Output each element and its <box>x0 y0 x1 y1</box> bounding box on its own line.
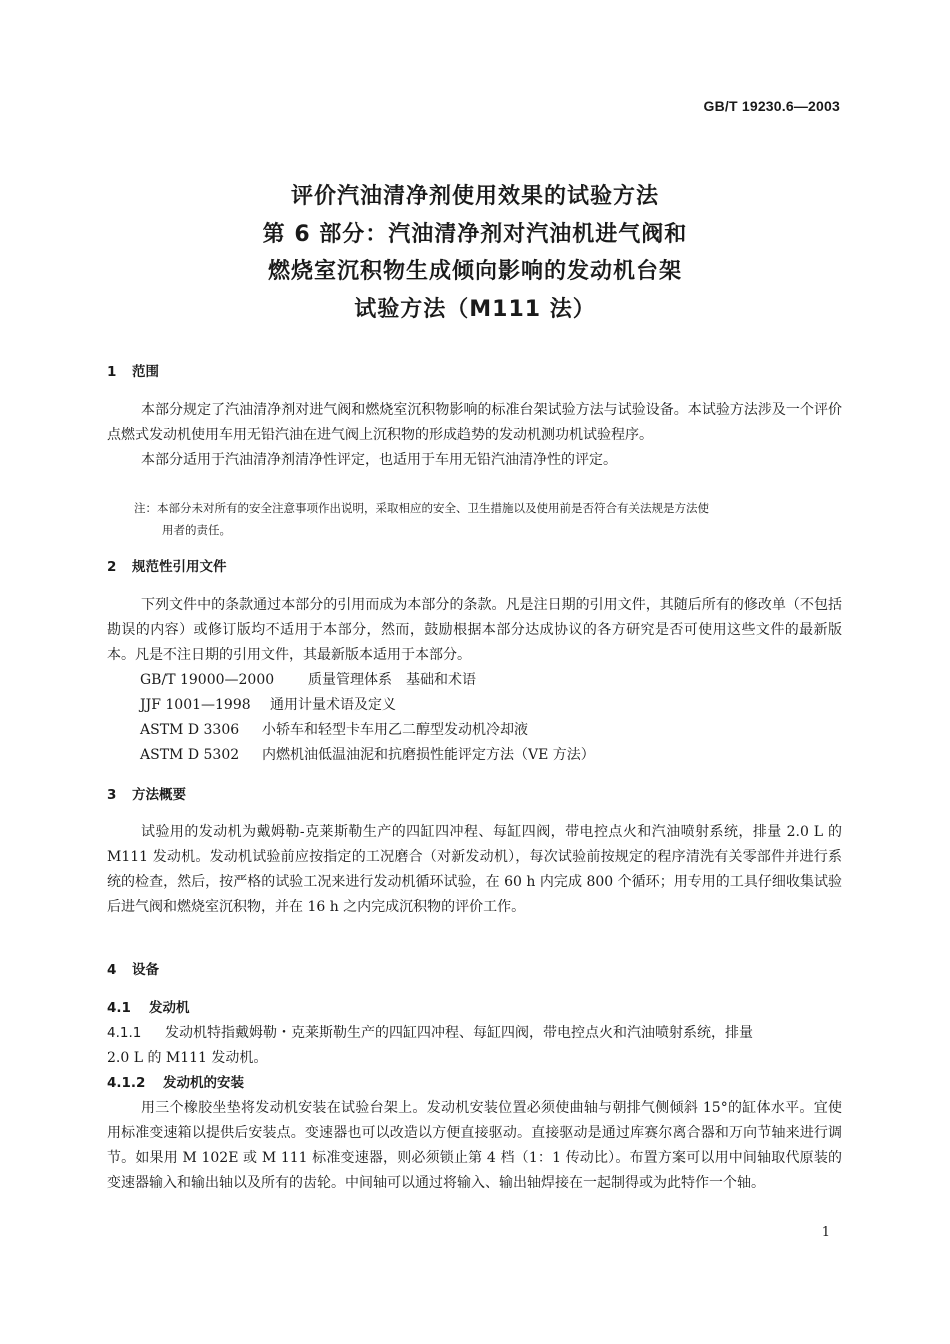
reference-code: JJF 1001—1998 <box>140 697 251 713</box>
title-line-3: 燃烧室沉积物生成倾向影响的发动机台架 <box>267 259 682 284</box>
section-number: 1 <box>107 364 117 380</box>
reference-item <box>140 693 595 718</box>
section-title: 方法概要 <box>132 787 186 803</box>
reference-item <box>140 743 595 768</box>
paragraph: 本部分适用于汽油清净剂清净性评定，也适用于车用无铅汽油清净性的评定。 <box>141 452 617 468</box>
reference-list <box>140 668 595 768</box>
standard-number: GB/T 19230.6—2003 <box>703 98 840 114</box>
subsection-4-1-2-body <box>107 1096 842 1196</box>
reference-item <box>140 668 595 693</box>
section-title: 规范性引用文件 <box>132 559 227 575</box>
note-line: 用者的责任。 <box>162 523 231 537</box>
paragraph: 下列文件中的条款通过本部分的引用而成为本部分的条款。凡是注日期的引用文件，其随后所有的修改单（不包括勘误的内容）或修订版均不适用于本部分，然而，鼓励根据本部分达成协议的各方研究是否可使用这些文件的最新版本。凡是不注日期的引用文件，其最新版本适用于本部分。 <box>107 597 842 663</box>
section-1-body <box>107 398 842 473</box>
reference-code: ASTM D 5302 <box>140 747 240 763</box>
subsection-number: 4.1.1 <box>107 1025 142 1041</box>
subsection-4-1-2-heading <box>107 1073 244 1093</box>
section-3-body <box>107 820 842 920</box>
title-line-1: 评价汽油清净剂使用效果的试验方法 <box>290 184 659 209</box>
reference-code: GB/T 19000—2000 <box>140 672 275 688</box>
reference-code: ASTM D 3306 <box>140 722 240 738</box>
section-title: 范围 <box>132 364 159 380</box>
section-number: 4 <box>107 962 117 978</box>
section-number: 3 <box>107 787 117 803</box>
section-1-heading <box>107 362 159 382</box>
section-2-body <box>107 593 842 668</box>
document-title <box>0 178 950 328</box>
paragraph: 本部分规定了汽油清净剂对进气阀和燃烧室沉积物影响的标准台架试验方法与试验设备。本试验方法涉及一个评价点燃式发动机使用车用无铅汽油在进气阀上沉积物的形成趋势的发动机测功机试验程序。 <box>107 402 842 443</box>
section-4-heading <box>107 960 159 980</box>
subsection-title: 发动机 <box>149 1000 190 1016</box>
title-line-4: 试验方法（M111 法） <box>354 296 596 322</box>
reference-title: 通用计量术语及定义 <box>270 697 396 713</box>
subsection-number: 4.1 <box>107 1000 131 1016</box>
subsection-4-1-1 <box>107 1021 842 1071</box>
reference-title: 小轿车和轻型卡车用乙二醇型发动机冷却液 <box>262 722 528 738</box>
paragraph: 用三个橡胶坐垫将发动机安装在试验台架上。发动机安装位置必须使曲轴与朝排气侧倾斜 15°的缸体水平。宜使用标准变速箱以提供后安装点。变速器也可以改造以方便直接驱动。直接驱动是通过库赛尔离合器和万向节轴来进行调节。如果用 M 102E 或 M 111 标准变速器，则必须锁止第 4 档（1：1 传动比）。布置方案可以用中间轴取代原装的变速器输入和输出轴以及所有的齿轮。中间轴可以通过将输入、输出轴焊接在一起制得或为此特作一个轴。 <box>107 1100 842 1191</box>
reference-title: 质量管理体系 基础和术语 <box>308 672 476 688</box>
subsection-number: 4.1.2 <box>107 1075 146 1091</box>
reference-title: 内燃机油低温油泥和抗磨损性能评定方法（VE 方法） <box>262 747 595 763</box>
subsection-title: 发动机的安装 <box>163 1075 244 1091</box>
subsection-text: 发动机特指戴姆勒・克莱斯勒生产的四缸四冲程、每缸四阀，带电控点火和汽油喷射系统，排量 <box>165 1025 753 1041</box>
section-2-heading <box>107 557 227 577</box>
title-line-2: 第 6 部分：汽油清净剂对汽油机进气阀和 <box>262 221 688 247</box>
page-number: 1 <box>821 1225 830 1240</box>
paragraph: 试验用的发动机为戴姆勒-克莱斯勒生产的四缸四冲程、每缸四阀，带电控点火和汽油喷射系统，排量 2.0 L 的 M111 发动机。发动机试验前应按指定的工况磨合（对新发动机），每次试验前按规定的程序清洗有关零部件并进行系统的检查，然后，按严格的试验工况来进行发动机循环试验，在 60 h 内完成 800 个循环；用专用的工具仔细收集试验后进气阀和燃烧室沉积物，并在 16 h 之内完成沉积物的评价工作。 <box>107 824 842 915</box>
note-line: 注：本部分未对所有的安全注意事项作出说明，采取相应的安全、卫生措施以及使用前是否符合有关法规是方法使 <box>134 501 709 515</box>
subsection-4-1-heading <box>107 998 190 1018</box>
section-3-heading <box>107 785 186 805</box>
subsection-text: 2.0 L 的 M111 发动机。 <box>107 1050 268 1066</box>
reference-item <box>140 718 595 743</box>
section-title: 设备 <box>132 962 159 978</box>
safety-note <box>134 497 841 541</box>
section-number: 2 <box>107 559 117 575</box>
